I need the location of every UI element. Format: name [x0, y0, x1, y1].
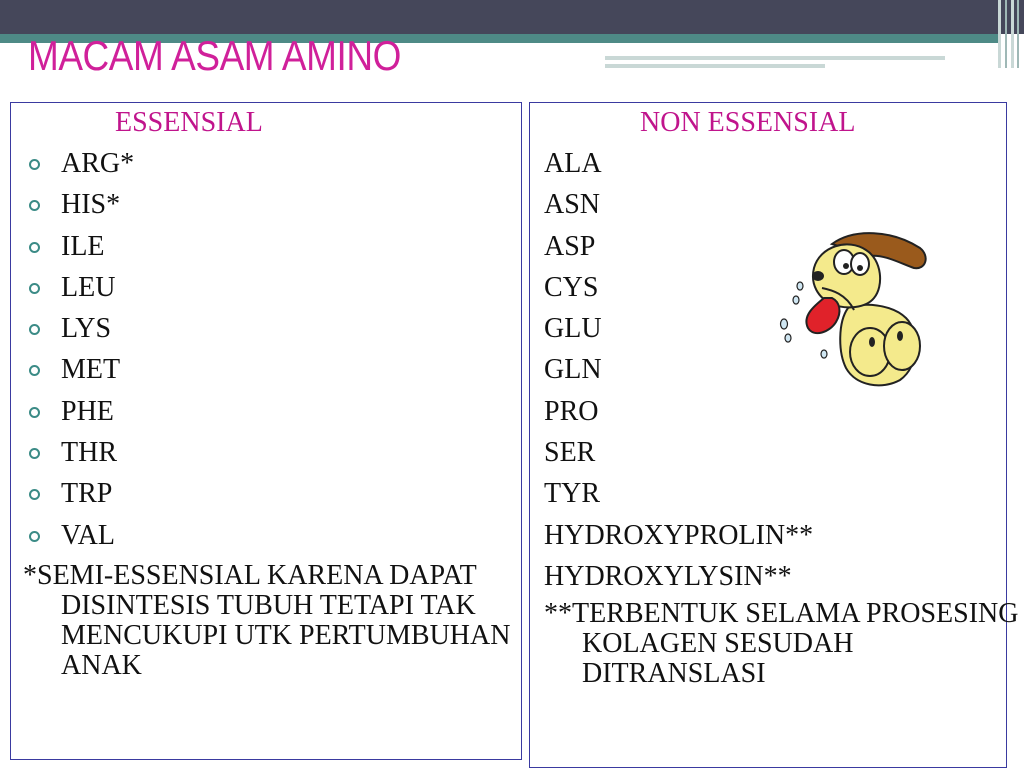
non-essensial-footnote: **TERBENTUK SELAMA PROSESING KOLAGEN SESUDAH DITRANSLASI	[544, 598, 1019, 689]
list-item: PRO	[544, 395, 599, 427]
essensial-footnote: *SEMI-ESSENSIAL KARENA DAPAT DISINTESIS TUBUH TETAPI TAK MENCUKUPI UTK PERTUMBUHAN ANAK	[23, 560, 511, 681]
list-item: SER	[544, 437, 596, 469]
essensial-heading: ESSENSIAL	[115, 107, 263, 138]
list-item: HYDROXYLYSIN**	[544, 560, 792, 592]
essensial-panel	[10, 102, 522, 760]
bullet-icon	[29, 324, 40, 335]
list-item: CYS	[544, 271, 599, 303]
list-item: ALA	[544, 148, 602, 179]
list-item: ARG*	[25, 147, 134, 188]
list-item: LEU	[25, 271, 134, 312]
essensial-list	[25, 147, 134, 560]
list-item: HYDROXYPROLIN**	[544, 519, 814, 551]
bullet-icon	[29, 200, 40, 211]
bullet-icon	[29, 531, 40, 542]
bullet-icon	[29, 242, 40, 253]
bullet-icon	[29, 407, 40, 418]
cartoon-dog-icon	[774, 228, 944, 388]
bullet-icon	[29, 365, 40, 376]
list-item: HIS*	[25, 188, 134, 229]
list-item: ASP	[544, 230, 596, 262]
list-item: VAL	[25, 519, 134, 560]
list-item: GLN	[544, 354, 602, 386]
list-item: TRP	[25, 477, 134, 518]
header-decor-line	[605, 56, 945, 60]
non-essensial-panel	[529, 102, 1019, 768]
bullet-icon	[29, 159, 40, 170]
list-item: PHE	[25, 395, 134, 436]
list-item: ILE	[25, 230, 134, 271]
bullet-icon	[29, 283, 40, 294]
list-item: THR	[25, 436, 134, 477]
bullet-icon	[29, 489, 40, 500]
slide-title: MACAM ASAM AMINO	[28, 32, 401, 79]
bullet-icon	[29, 448, 40, 459]
header-dark-bar	[0, 0, 1024, 34]
list-item: GLU	[544, 313, 602, 345]
list-item: ASN	[544, 189, 601, 221]
header-vertical-stripes	[998, 0, 1020, 68]
list-item: TYR	[544, 478, 600, 510]
list-item: LYS	[25, 312, 134, 353]
non-essensial-heading: NON ESSENSIAL	[640, 107, 856, 138]
list-item: MET	[25, 353, 134, 394]
non-essensial-list	[544, 147, 813, 601]
header-decor-line	[605, 64, 825, 68]
